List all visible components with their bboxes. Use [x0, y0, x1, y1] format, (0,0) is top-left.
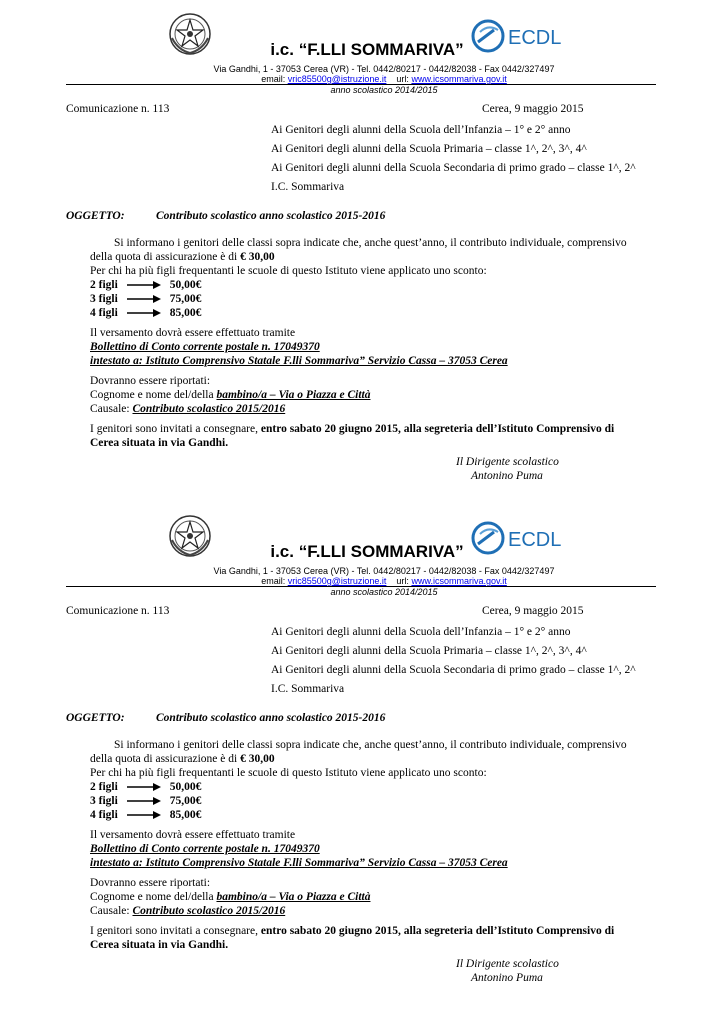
recipient-line: I.C. Sommariva [271, 683, 345, 695]
report-cause-line [90, 403, 285, 415]
report-cause-prefix: Causale: [90, 403, 133, 415]
ecdl-logo-text: ECDL [508, 529, 562, 551]
discount-intro: Per chi ha più figli frequentanti le scuole di questo Istituto viene applicato uno sconto: [90, 767, 487, 779]
report-name-value: bambino/a – Via o Piazza e Città [216, 389, 371, 401]
para1-line1: Si informano i genitori delle classi sopra indicate che, anche quest’anno, il contributo individuale, comprensivo [114, 739, 627, 751]
deliver-line1 [90, 925, 614, 937]
discount-value: 75,00€ [169, 293, 202, 305]
recipient-line: I.C. Sommariva [271, 181, 345, 193]
discount-label: 2 figli [90, 279, 118, 291]
report-cause-line [90, 905, 285, 917]
arrow-right-icon [127, 294, 161, 304]
report-intro: Dovranno essere riportati: [90, 877, 211, 889]
discount-intro: Per chi ha più figli frequentanti le scuole di questo Istituto viene applicato uno sconto: [90, 265, 487, 277]
deliver-prefix: I genitori sono invitati a consegnare, [90, 423, 261, 435]
report-name-value: bambino/a – Via o Piazza e Città [216, 891, 371, 903]
report-name-prefix: Cognome e nome del/della [90, 389, 217, 401]
url-link[interactable]: www.icsommariva.gov.it [411, 74, 507, 84]
comm-number: Comunicazione n. 113 [66, 605, 170, 617]
email-link[interactable]: vric85500g@istruzione.it [287, 74, 387, 84]
discount-label: 4 figli [90, 809, 118, 821]
payment-intro: Il versamento dovrà essere effettuato tramite [90, 327, 296, 339]
discount-row [90, 307, 201, 319]
discount-row [90, 293, 201, 305]
recipient-line: Ai Genitori degli alunni della Scuola Secondaria di primo grado – classe 1^, 2^ [271, 664, 636, 676]
email-link[interactable]: vric85500g@istruzione.it [287, 576, 387, 586]
place-date: Cerea, 9 maggio 2015 [482, 605, 584, 617]
para1-prefix: della quota di assicurazione è di [90, 251, 241, 263]
recipient-line: Ai Genitori degli alunni della Scuola Secondaria di primo grado – classe 1^, 2^ [271, 162, 636, 174]
school-name: i.c. “F.LLI SOMMARIVA” [270, 542, 464, 561]
comm-number: Comunicazione n. 113 [66, 103, 170, 115]
deliver-deadline: entro sabato 20 giugno 2015, alla segreteria dell’Istituto Comprensivo di [260, 925, 615, 937]
deliver-deadline: entro sabato 20 giugno 2015, alla segreteria dell’Istituto Comprensivo di [260, 423, 615, 435]
recipient-line: Ai Genitori degli alunni della Scuola dell’Infanzia – 1° e 2° anno [271, 124, 571, 136]
report-cause-prefix: Causale: [90, 905, 133, 917]
payment-account: Bollettino di Conto corrente postale n. 17049370 [90, 843, 320, 855]
school-contacts [110, 576, 658, 586]
deliver-line2: Cerea situata in via Gandhi. [90, 939, 229, 951]
report-name-prefix: Cognome e nome del/della [90, 891, 217, 903]
discount-row [90, 279, 201, 291]
arrow-right-icon [127, 782, 161, 792]
discount-value: 50,00€ [169, 279, 202, 291]
discount-row [90, 809, 201, 821]
place-date: Cerea, 9 maggio 2015 [482, 103, 584, 115]
signature-role: Il Dirigente scolastico [456, 958, 559, 970]
contribution-amount: € 30,00 [240, 753, 275, 765]
discount-row [90, 781, 201, 793]
deliver-line1 [90, 423, 614, 435]
url-link[interactable]: www.icsommariva.gov.it [411, 576, 507, 586]
discount-value: 50,00€ [169, 781, 202, 793]
discount-label: 4 figli [90, 307, 118, 319]
para1-prefix: della quota di assicurazione è di [90, 753, 241, 765]
report-name-line [90, 891, 370, 903]
circular-copy-bottom [0, 502, 724, 1002]
arrow-right-icon [127, 796, 161, 806]
payment-intro: Il versamento dovrà essere effettuato tramite [90, 829, 296, 841]
subject-text: Contributo scolastico anno scolastico 2015-2016 [156, 210, 386, 222]
recipient-line: Ai Genitori degli alunni della Scuola dell’Infanzia – 1° e 2° anno [271, 626, 571, 638]
para1-line2 [90, 753, 275, 765]
arrow-right-icon [127, 280, 161, 290]
school-name: i.c. “F.LLI SOMMARIVA” [270, 40, 464, 59]
ecdl-logo-text: ECDL [508, 27, 562, 49]
report-intro: Dovranno essere riportati: [90, 375, 211, 387]
para1-line1: Si informano i genitori delle classi sopra indicate che, anche quest’anno, il contributo individuale, comprensivo [114, 237, 627, 249]
recipient-line: Ai Genitori degli alunni della Scuola Primaria – classe 1^, 2^, 3^, 4^ [271, 645, 587, 657]
subject-label: OGGETTO: [66, 210, 125, 222]
report-cause-value: Contributo scolastico 2015/2016 [132, 403, 286, 415]
email-label: email: [261, 74, 286, 84]
subject-label: OGGETTO: [66, 712, 125, 724]
circular-copy-top [0, 0, 724, 500]
school-address: Via Gandhi, 1 - 37053 Cerea (VR) - Tel. 0442/80217 - 0442/82038 - Fax 0442/327497 [213, 566, 555, 576]
signature-name: Antonino Puma [471, 470, 543, 482]
school-contacts [110, 74, 658, 84]
school-year: anno scolastico 2014/2015 [330, 85, 438, 95]
discount-label: 2 figli [90, 781, 118, 793]
contribution-amount: € 30,00 [240, 251, 275, 263]
discount-value: 85,00€ [169, 307, 202, 319]
subject-text: Contributo scolastico anno scolastico 2015-2016 [156, 712, 386, 724]
signature-role: Il Dirigente scolastico [456, 456, 559, 468]
report-name-line [90, 389, 370, 401]
arrow-right-icon [127, 810, 161, 820]
payment-holder: intestato a: Istituto Comprensivo Statale F.lli Sommariva” Servizio Cassa – 37053 Cerea [90, 857, 508, 869]
url-label: url: [396, 576, 409, 586]
recipient-line: Ai Genitori degli alunni della Scuola Primaria – classe 1^, 2^, 3^, 4^ [271, 143, 587, 155]
discount-label: 3 figli [90, 795, 118, 807]
deliver-line2: Cerea situata in via Gandhi. [90, 437, 229, 449]
signature-name: Antonino Puma [471, 972, 543, 984]
discount-row [90, 795, 201, 807]
discount-value: 85,00€ [169, 809, 202, 821]
deliver-prefix: I genitori sono invitati a consegnare, [90, 925, 261, 937]
discount-value: 75,00€ [169, 795, 202, 807]
payment-account: Bollettino di Conto corrente postale n. 17049370 [90, 341, 320, 353]
report-cause-value: Contributo scolastico 2015/2016 [132, 905, 286, 917]
school-address: Via Gandhi, 1 - 37053 Cerea (VR) - Tel. 0442/80217 - 0442/82038 - Fax 0442/327497 [213, 64, 555, 74]
school-year: anno scolastico 2014/2015 [330, 587, 438, 597]
email-label: email: [261, 576, 286, 586]
arrow-right-icon [127, 308, 161, 318]
payment-holder: intestato a: Istituto Comprensivo Statale F.lli Sommariva” Servizio Cassa – 37053 Cerea [90, 355, 508, 367]
discount-label: 3 figli [90, 293, 118, 305]
para1-line2 [90, 251, 275, 263]
url-label: url: [396, 74, 409, 84]
